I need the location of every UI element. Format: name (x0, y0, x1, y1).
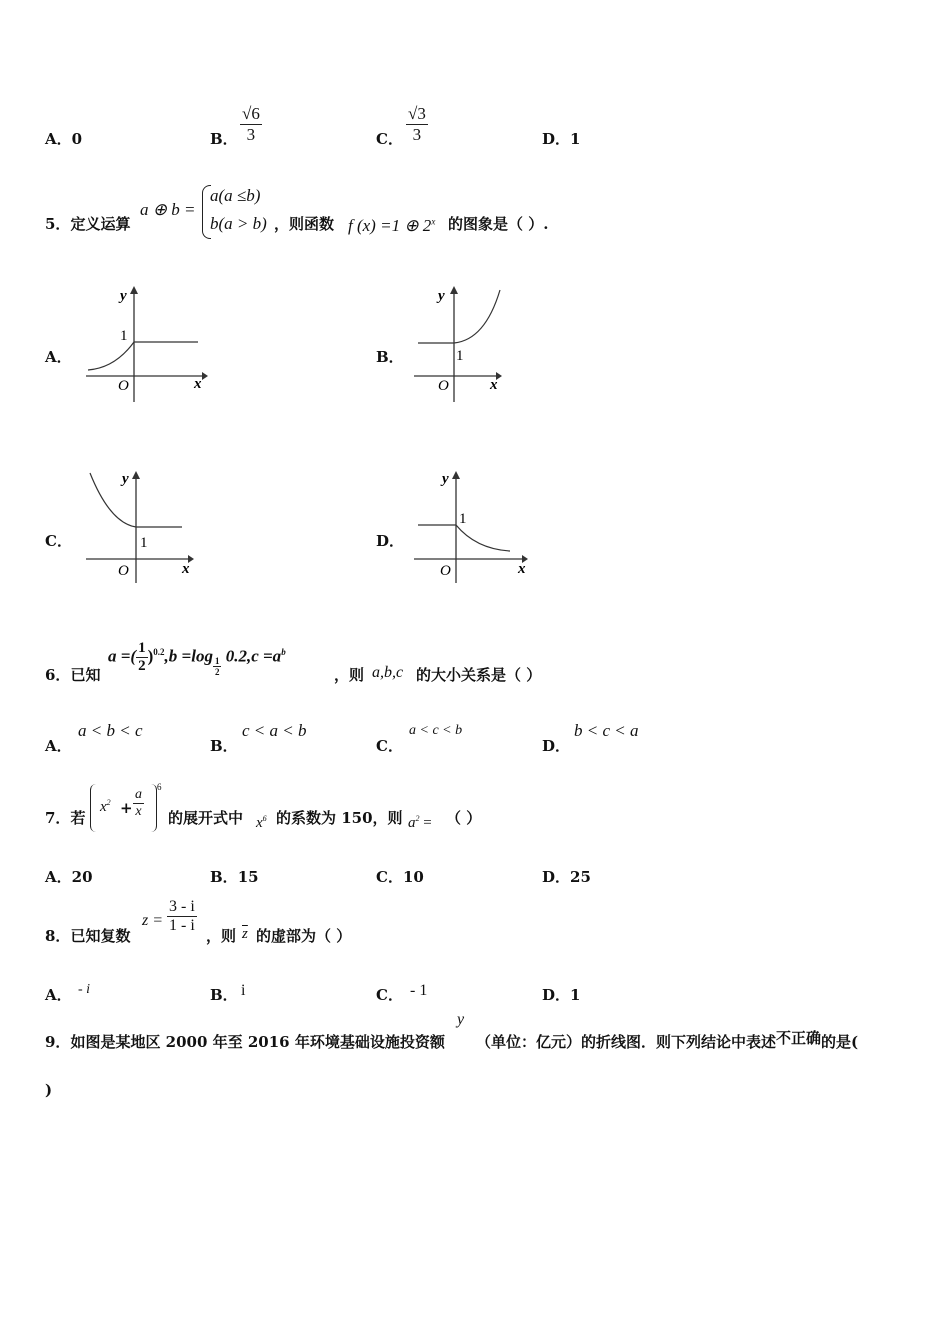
q7-x-squared: $x^2$ (100, 798, 111, 815)
q4-option-c-fraction: √3 3 (408, 104, 426, 144)
q6-option-d-label: D． (542, 737, 571, 755)
q9-y: y (457, 1011, 465, 1028)
q8-option-d: D．1 (542, 986, 581, 1004)
q5-graph-d-label: D． (376, 532, 405, 550)
svg-text:O: O (440, 563, 451, 579)
q6-option-c-label: C． (376, 737, 403, 755)
svg-text:1: 1 (456, 348, 464, 364)
q5-graph-a-label: A． (45, 348, 72, 366)
q6-option-b-value: c < a < b (242, 721, 307, 740)
q7-option-c: C．10 (376, 868, 424, 886)
q8-mid: ，则 (206, 927, 237, 945)
q7-a-over-x: $\frac{a}{x}$ (135, 787, 142, 819)
svg-text:1: 1 (459, 511, 467, 527)
q8-option-b-value: i (241, 982, 246, 999)
q7-option-a: A．20 (45, 868, 93, 886)
q8-option-c-value: - 1 (410, 982, 428, 999)
q4-option-b-fraction: √6 3 (242, 104, 260, 144)
svg-text:x: x (490, 377, 498, 393)
q8-z: z = (142, 912, 164, 929)
svg-text:y: y (122, 471, 129, 487)
q5-graph-d (410, 465, 535, 585)
svg-text:O: O (438, 378, 449, 394)
svg-text:1: 1 (120, 328, 128, 344)
q8-option-a-value: - i (78, 982, 91, 997)
q9-text-2: （单位：亿元）的折线图．则下列结论中表述不正确的是( (476, 1029, 859, 1051)
q5-graph-c (80, 465, 200, 585)
q4-option-a: A．0 (45, 130, 83, 148)
q6-option-b-label: B． (210, 737, 238, 755)
q7-tail: （ ） (446, 809, 482, 827)
q7-a-squared: $a^2$ = (408, 814, 432, 831)
q7-option-b: B．15 (210, 868, 259, 886)
q5-mid: ，则函数 (274, 215, 335, 233)
q4-option-c-label: C． (376, 130, 403, 148)
q5-case-1: a(a ≤b) (210, 186, 261, 205)
q6-vars: a,b,c (372, 664, 404, 681)
q7-option-d: D．25 (542, 868, 591, 886)
q7-mid-2: 的系数为 150，则 (276, 809, 403, 827)
svg-text:y: y (438, 288, 445, 304)
q7-paren-right (150, 784, 157, 832)
svg-text:O: O (118, 378, 129, 394)
q6-option-c-value: a < c < b (409, 723, 463, 738)
svg-text:O: O (118, 563, 129, 579)
q7-power: 6 (157, 782, 162, 792)
q6-option-a-label: A． (45, 737, 72, 755)
q9-close: ) (45, 1081, 53, 1099)
q5-graph-b-label: B． (376, 348, 404, 366)
q6-definitions: a =( $\frac{1}{2}$ )$^{0.2}$,b =log $\frac{1}{2}$ $0.2,c =a^b$ (108, 640, 286, 678)
q8-tail: 的虚部为（ ） (256, 927, 352, 945)
q5-number: 5．定义运算 (45, 215, 131, 233)
q8-z-bar: $\overline{z}$ (242, 926, 248, 942)
svg-text:x: x (182, 561, 190, 577)
q8-option-c-label: C． (376, 986, 403, 1004)
q8-number: 8．已知复数 (45, 927, 131, 945)
q7-mid-1: 的展开式中 (168, 809, 244, 827)
q5-tail: 的图象是（ ）. (448, 215, 549, 233)
q7-paren-left (90, 784, 97, 832)
q5-graph-a (80, 282, 210, 407)
q8-option-a-label: A． (45, 986, 72, 1004)
q9-number: 9．如图是某地区 2000 年至 2016 年环境基础设施投资额 (45, 1033, 445, 1051)
q5-case-2: b(a > b) (210, 214, 267, 233)
q7-number: 7．若 (45, 809, 86, 827)
q6-option-d-value: b < c < a (574, 721, 639, 740)
svg-text:x: x (518, 561, 526, 577)
q8-fraction: $\frac{3 - i}{1 - i}$ (169, 898, 195, 934)
svg-text:1: 1 (140, 535, 148, 551)
q8-option-b-label: B． (210, 986, 238, 1004)
svg-text:x: x (194, 376, 202, 392)
svg-text:y: y (442, 471, 449, 487)
q5-graph-b (410, 282, 510, 407)
q5-operator-def: a ⊕ b = (140, 200, 196, 219)
q5-function: f (x) =1 ⊕ 2$^x$ (348, 216, 436, 235)
q6-option-a-value: a < b < c (78, 721, 143, 740)
svg-text:y: y (120, 288, 127, 304)
q6-tail: 的大小关系是（ ） (416, 666, 542, 684)
q6-number: 6．已知 (45, 666, 101, 684)
q7-plus: + (120, 799, 133, 817)
q7-x6: $x^6$ (256, 814, 267, 831)
q5-graph-c-label: C． (45, 532, 72, 550)
q6-mid: ，则 (334, 666, 365, 684)
q4-option-d: D．1 (542, 130, 581, 148)
q4-option-b-label: B． (210, 130, 238, 148)
